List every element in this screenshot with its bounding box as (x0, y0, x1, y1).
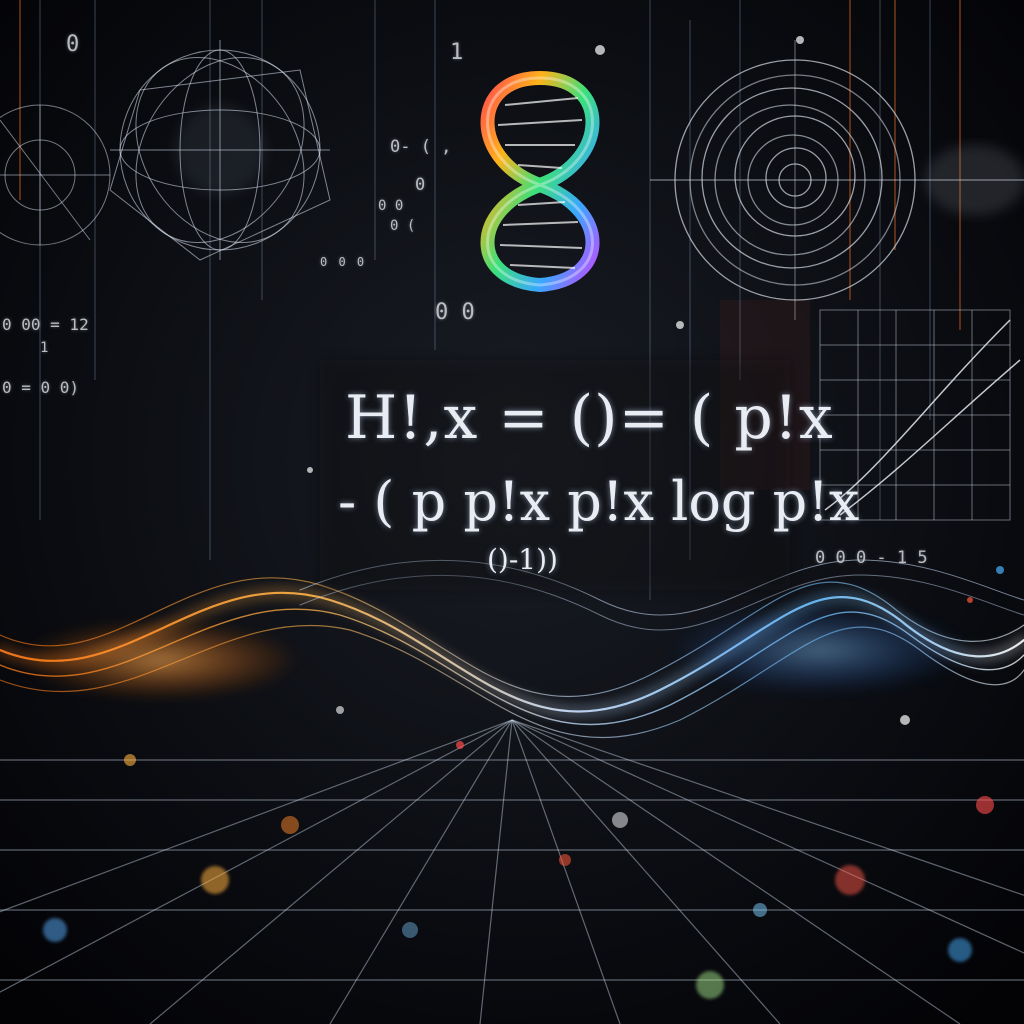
scribble-mid-a: 0 0 0 (320, 255, 367, 269)
scribble-left-a: 0 00 = 12 (2, 315, 89, 334)
scribble-fragment-a: 0- ( , (390, 137, 452, 157)
scribble-fragment-e: 0 0 (435, 300, 475, 325)
formula-line-1: H!,x = ()= ( p!x (345, 383, 834, 453)
scribble-top-one: 1 (450, 40, 464, 65)
formula-line-2: - ( p p!x p!x log p!x (338, 470, 860, 533)
scribble-fragment-b: 0 (415, 175, 426, 195)
formula-line-3: ()-1)) (487, 543, 558, 576)
scribble-right-a: 0 0 0 - 1 5 (815, 548, 928, 568)
scribble-fragment-d: 0 ( (390, 218, 416, 234)
scribble-left-b: 1 (40, 340, 49, 356)
scribble-left-c: 0 = 0 0) (2, 378, 80, 397)
scribble-top-zero: 0 (66, 32, 80, 57)
scribble-fragment-c: 0 0 (378, 198, 404, 214)
